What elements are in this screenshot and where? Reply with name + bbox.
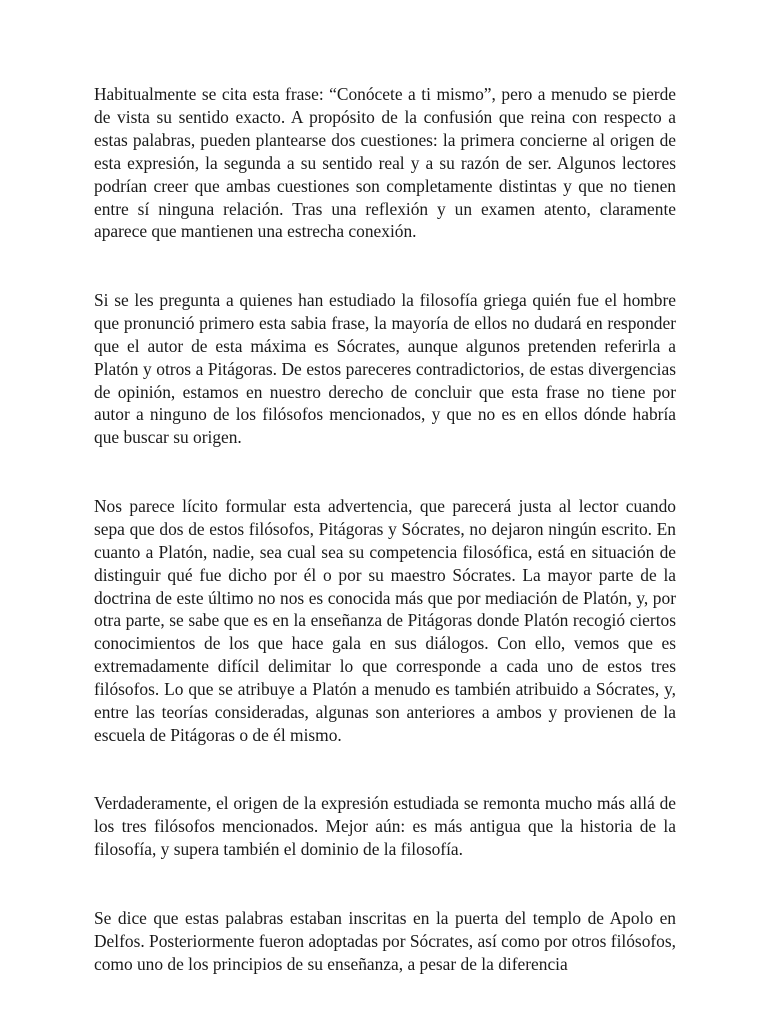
text-column (94, 83, 676, 975)
paragraph-3: Nos parece lícito formular esta advertencia, que parecerá justa al lector cuando sepa que dos de estos filósofos, Pitágoras y Sócrates, no dejaron ningún escrito. En cuanto a Platón, nadie, sea cual sea su competencia filosófica, está en situación de distinguir qué fue dicho por él o por su maestro Sócrates. La mayor parte de la doctrina de este último no nos es conocida más que por mediación de Platón, y, por otra parte, se sabe que es en la enseñanza de Pitágoras donde Platón recogió ciertos conocimientos de los que hace gala en sus diálogos. Con ello, vemos que es extremadamente difícil delimitar lo que corresponde a cada uno de estos tres filósofos. Lo que se atribuye a Platón a menudo es también atribuido a Sócrates, y, entre las teorías consideradas, algunas son anteriores a ambos y provienen de la escuela de Pitágoras o de él mismo. (94, 495, 676, 745)
paragraph-4: Verdaderamente, el origen de la expresión estudiada se remonta mucho más allá de los tres filósofos mencionados. Mejor aún: es más antigua que la historia de la filosofía, y supera también el dominio de la filosofía. (94, 793, 676, 860)
paragraph-2: Si se les pregunta a quienes han estudiado la filosofía griega quién fue el hombre que pronunció primero esta sabia frase, la mayoría de ellos no dudará en responder que el autor de esta máxima es Sócrates, aunque algunos pretenden referirla a Platón y otros a Pitágoras. De estos pareceres contradictorios, de estas divergencias de opinión, estamos en nuestro derecho de concluir que esta frase no tiene por autor a ninguno de los filósofos mencionados, y que no es en ellos dónde habría que buscar su origen. (94, 289, 676, 448)
paragraph-5: Se dice que estas palabras estaban inscritas en la puerta del templo de Apolo en Delfos. Posteriormente fueron adoptadas por Sócrates, así como por otros filósofos, como uno de los principios de su enseñanza, a pesar de la diferencia (94, 907, 676, 974)
paragraph-1: Habitualmente se cita esta frase: “Conócete a ti mismo”, pero a menudo se pierde de vista su sentido exacto. A propósito de la confusión que reina con respecto a estas palabras, pueden plantearse dos cuestiones: la primera concierne al origen de esta expresión, la segunda a su sentido real y a su razón de ser. Algunos lectores podrían creer que ambas cuestiones son completamente distintas y que no tienen entre sí ninguna relación. Tras una reflexión y un examen atento, claramente aparece que mantienen una estrecha conexión. (94, 84, 676, 242)
